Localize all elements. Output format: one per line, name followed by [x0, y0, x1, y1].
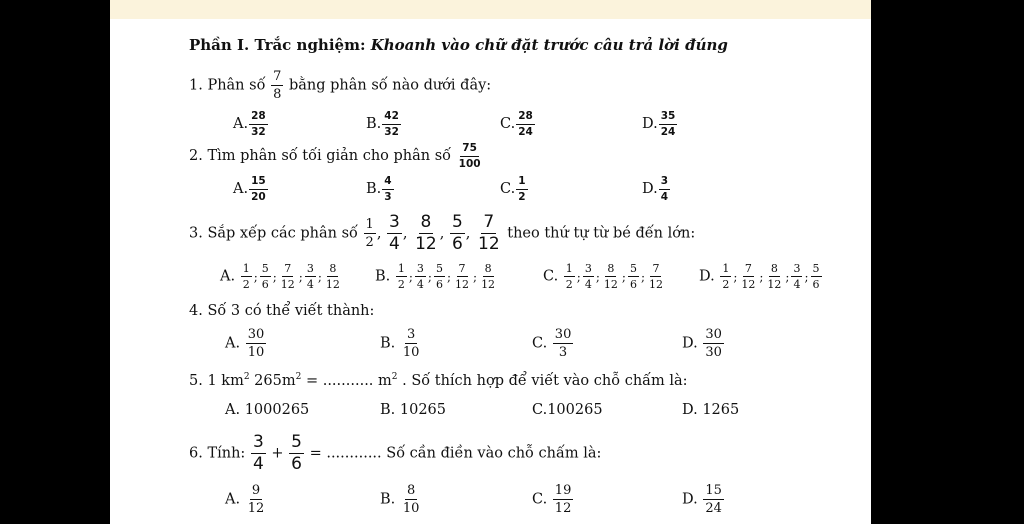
- q3-suffix: theo thứ tự từ bé đến lớn:: [507, 225, 696, 242]
- worksheet-page: [110, 0, 871, 524]
- q5-suffix: . Số thích hợp để viết vào chỗ chấm là:: [402, 372, 688, 389]
- q3-frac-2: $\frac{3}{4}$: [389, 212, 400, 254]
- q6-frac-1: $\frac{3}{4}$: [252, 432, 264, 474]
- q6-option-d[interactable]: D. $\frac{15}{24}$: [682, 483, 722, 516]
- q3-prefix: 3. Sắp xếp các phân số: [189, 225, 358, 242]
- q2-option-c[interactable]: C. $\frac{1}{2}$: [500, 175, 526, 203]
- q2-option-b[interactable]: B. $\frac{4}{3}$: [366, 175, 392, 203]
- q1-option-b[interactable]: B. $\frac{42}{32}$: [366, 110, 399, 138]
- question-3: 3. Sắp xếp các phân số $\frac{1}{2}$ , $\frac{3}{4}$ , $\frac{8}{12}$ , $\frac{5}{6}$ , $\frac{7}{12}$ theo thứ tự từ bé đến lớn:: [189, 212, 696, 254]
- q1-option-d[interactable]: D. $\frac{35}{24}$: [642, 110, 676, 138]
- q1-option-a[interactable]: A. $\frac{28}{32}$: [233, 110, 266, 138]
- q2-option-d[interactable]: D. $\frac{3}{4}$: [642, 175, 669, 203]
- q3-frac-1: $\frac{1}{2}$: [365, 217, 374, 250]
- q3-frac-3: $\frac{8}{12}$: [415, 212, 437, 254]
- q1-suffix: bằng phân số nào dưới đây:: [288, 77, 492, 94]
- q6-option-c[interactable]: C. $\frac{19}{12}$: [532, 483, 572, 516]
- q5-option-b[interactable]: B. 10265: [380, 402, 447, 418]
- q6-suffix: Số cần điền vào chỗ chấm là:: [386, 445, 602, 462]
- question-1: [189, 70, 491, 101]
- q5-option-d[interactable]: D. 1265: [682, 402, 740, 418]
- q3-option-a[interactable]: A. $\frac{1}{2}$ ; $\frac{5}{6}$ ; $\frac{7}{12}$ ; $\frac{3}{4}$ ; $\frac{8}{12}$: [220, 262, 340, 291]
- question-4: [189, 303, 374, 319]
- question-5: 5. 1 $km^2$ $265m^2$ = ........... $m^2$ . Số thích hợp để viết vào chỗ chấm là:: [189, 372, 688, 389]
- q3-option-d[interactable]: D. $\frac{1}{2}$ ; $\frac{7}{12}$ ; $\frac{8}{12}$ ; $\frac{3}{4}$ ; $\frac{5}{6}$: [699, 262, 820, 291]
- q2-prefix: 2. Tìm phân số tối giản cho phân số: [189, 148, 452, 164]
- question-6: 6. Tính: $\frac{3}{4}$ + $\frac{5}{6}$ = ............ Số cần điền vào chỗ chấm là:: [189, 432, 602, 474]
- q6-option-b[interactable]: B. $\frac{8}{10}$: [380, 483, 420, 516]
- q5-option-a[interactable]: A. 1000265: [225, 402, 310, 418]
- title-bold: Phần I. Trắc nghiệm:: [189, 36, 366, 54]
- q4-option-d[interactable]: D. $\frac{30}{30}$: [682, 327, 722, 360]
- q6-option-a[interactable]: A. $\frac{9}{12}$: [225, 483, 265, 516]
- q4-prefix: 4. Số 3 có thể viết thành:: [189, 303, 375, 319]
- q2-option-a[interactable]: A. $\frac{15}{20}$: [233, 175, 266, 203]
- q1-fraction: $\frac{7}{8}$: [273, 69, 282, 102]
- q4-option-a[interactable]: A. $\frac{30}{10}$: [225, 327, 265, 360]
- q5-option-c[interactable]: C.100265: [532, 402, 603, 418]
- q3-frac-5: $\frac{7}{12}$: [478, 212, 500, 254]
- q2-fraction: $\frac{75}{100}$: [458, 142, 481, 170]
- top-band: [110, 0, 871, 19]
- section-title: [189, 36, 728, 54]
- q3-option-c[interactable]: C. $\frac{1}{2}$ ; $\frac{3}{4}$ ; $\frac{8}{12}$ ; $\frac{5}{6}$ ; $\frac{7}{12}$: [543, 262, 663, 291]
- q4-option-c[interactable]: C. $\frac{30}{3}$: [532, 327, 572, 360]
- q1-option-c[interactable]: C. $\frac{28}{24}$: [500, 110, 533, 138]
- q3-frac-4: $\frac{5}{6}$: [451, 212, 463, 254]
- question-2: [189, 143, 484, 169]
- q4-option-b[interactable]: B. $\frac{3}{10}$: [380, 327, 420, 360]
- q6-frac-2: $\frac{5}{6}$: [291, 432, 302, 474]
- q1-prefix: 1. Phân số: [189, 77, 266, 94]
- q3-option-b[interactable]: B. $\frac{1}{2}$ ; $\frac{3}{4}$ ; $\frac{5}{6}$ ; $\frac{7}{12}$ ; $\frac{8}{12}$: [375, 262, 496, 291]
- title-italic: Khoanh vào chữ đặt trước câu trả lời đúng: [370, 36, 728, 54]
